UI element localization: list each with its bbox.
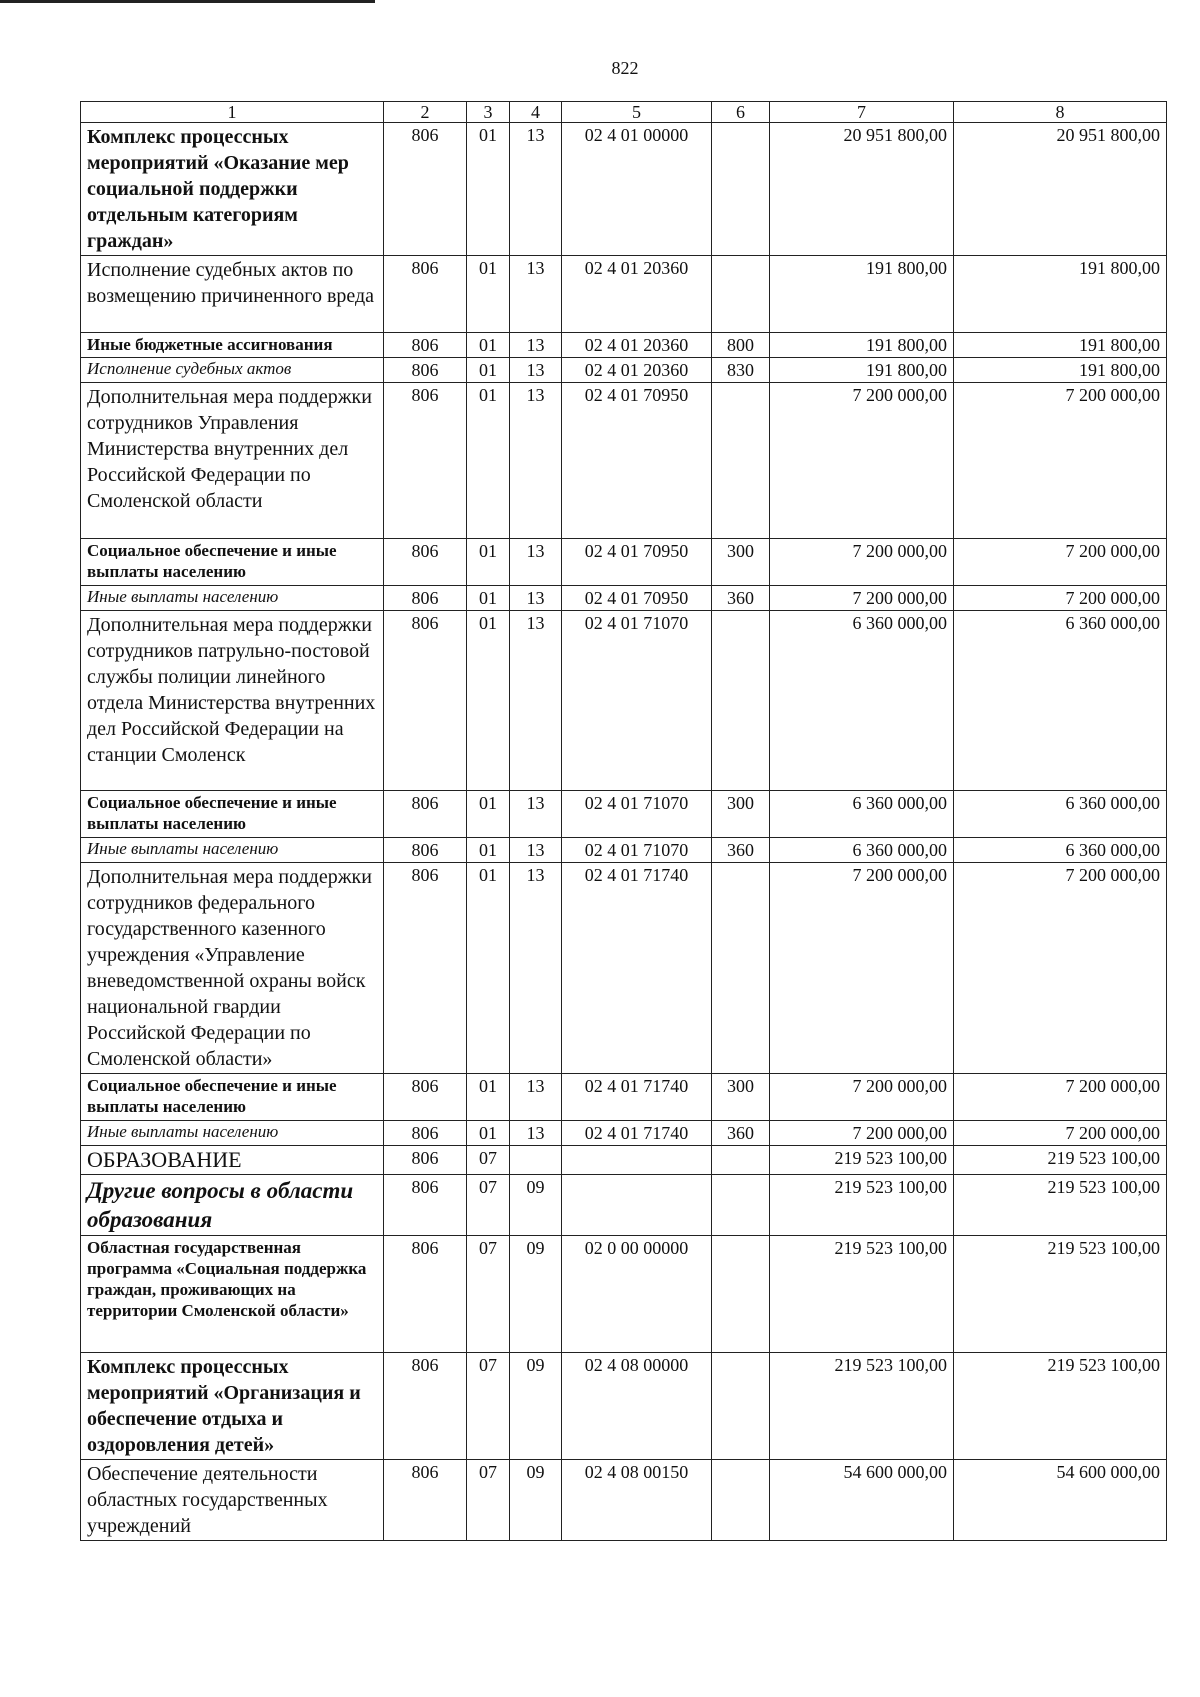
table-row <box>81 1175 1167 1236</box>
target-article-code: 02 4 01 70950 <box>562 586 712 611</box>
ved-code: 806 <box>384 1353 467 1460</box>
table-row <box>81 611 1167 791</box>
amount-col7: 7 200 000,00 <box>770 863 954 1074</box>
column-header: 2 <box>384 102 467 123</box>
section-code: 01 <box>467 1121 510 1146</box>
column-header: 8 <box>954 102 1167 123</box>
amount-col7: 191 800,00 <box>770 256 954 333</box>
subsection-code: 13 <box>510 358 562 383</box>
expense-type-code: 300 <box>712 1074 770 1121</box>
expense-type-code <box>712 1353 770 1460</box>
table-row <box>81 383 1167 539</box>
section-code: 07 <box>467 1146 510 1175</box>
target-article-code: 02 4 01 71740 <box>562 1121 712 1146</box>
section-code: 07 <box>467 1236 510 1353</box>
subsection-code: 13 <box>510 383 562 539</box>
column-header: 5 <box>562 102 712 123</box>
row-name: Исполнение судебных актов по возмещению причиненного вреда <box>81 256 384 333</box>
section-code: 01 <box>467 256 510 333</box>
amount-col8: 20 951 800,00 <box>954 123 1167 256</box>
table-row <box>81 863 1167 1074</box>
expense-type-code <box>712 863 770 1074</box>
table-row <box>81 791 1167 838</box>
section-code: 01 <box>467 333 510 358</box>
expense-type-code <box>712 383 770 539</box>
amount-col7: 219 523 100,00 <box>770 1146 954 1175</box>
expense-type-code: 800 <box>712 333 770 358</box>
section-code: 07 <box>467 1460 510 1541</box>
table-row <box>81 333 1167 358</box>
subsection-code: 09 <box>510 1175 562 1236</box>
table-row <box>81 1460 1167 1541</box>
budget-table <box>80 101 1167 1541</box>
subsection-code <box>510 1146 562 1175</box>
section-code: 01 <box>467 539 510 586</box>
amount-col7: 7 200 000,00 <box>770 539 954 586</box>
section-code: 01 <box>467 863 510 1074</box>
target-article-code: 02 4 01 71070 <box>562 611 712 791</box>
amount-col7: 219 523 100,00 <box>770 1353 954 1460</box>
row-name: Дополнительная мера поддержки сотрудников федерального государственного казенного учреждения «Управление вневедомственной охраны войск национальной гвардии Российской Федерации по Смоленской области» <box>81 863 384 1074</box>
subsection-code: 13 <box>510 1074 562 1121</box>
section-code: 01 <box>467 586 510 611</box>
section-code: 01 <box>467 383 510 539</box>
subsection-code: 13 <box>510 123 562 256</box>
row-name: Областная государственная программа «Социальная поддержка граждан, проживающих на территории Смоленской области» <box>81 1236 384 1353</box>
expense-type-code <box>712 1236 770 1353</box>
ved-code: 806 <box>384 256 467 333</box>
table-row <box>81 1353 1167 1460</box>
ved-code: 806 <box>384 611 467 791</box>
ved-code: 806 <box>384 863 467 1074</box>
row-name: Обеспечение деятельности областных государственных учреждений <box>81 1460 384 1541</box>
amount-col7: 191 800,00 <box>770 333 954 358</box>
target-article-code: 02 0 00 00000 <box>562 1236 712 1353</box>
target-article-code: 02 4 01 71740 <box>562 1074 712 1121</box>
row-name: Социальное обеспечение и иные выплаты населению <box>81 791 384 838</box>
expense-type-code <box>712 1175 770 1236</box>
table-row <box>81 838 1167 863</box>
subsection-code: 13 <box>510 863 562 1074</box>
subsection-code: 13 <box>510 838 562 863</box>
subsection-code: 13 <box>510 611 562 791</box>
row-name: Дополнительная мера поддержки сотрудников Управления Министерства внутренних дел Российской Федерации по Смоленской области <box>81 383 384 539</box>
amount-col7: 7 200 000,00 <box>770 1121 954 1146</box>
target-article-code: 02 4 01 70950 <box>562 383 712 539</box>
amount-col8: 219 523 100,00 <box>954 1353 1167 1460</box>
amount-col7: 6 360 000,00 <box>770 791 954 838</box>
amount-col8: 219 523 100,00 <box>954 1146 1167 1175</box>
row-name: Иные выплаты населению <box>81 1121 384 1146</box>
amount-col8: 7 200 000,00 <box>954 586 1167 611</box>
target-article-code <box>562 1175 712 1236</box>
subsection-code: 13 <box>510 1121 562 1146</box>
expense-type-code: 300 <box>712 539 770 586</box>
ved-code: 806 <box>384 1146 467 1175</box>
row-name: Другие вопросы в области образования <box>81 1175 384 1236</box>
row-name: Исполнение судебных актов <box>81 358 384 383</box>
ved-code: 806 <box>384 586 467 611</box>
column-header: 4 <box>510 102 562 123</box>
amount-col8: 6 360 000,00 <box>954 791 1167 838</box>
subsection-code: 13 <box>510 791 562 838</box>
amount-col8: 6 360 000,00 <box>954 838 1167 863</box>
target-article-code: 02 4 01 71070 <box>562 791 712 838</box>
ved-code: 806 <box>384 1460 467 1541</box>
subsection-code: 13 <box>510 586 562 611</box>
amount-col8: 7 200 000,00 <box>954 539 1167 586</box>
amount-col7: 219 523 100,00 <box>770 1175 954 1236</box>
target-article-code: 02 4 01 20360 <box>562 358 712 383</box>
row-name: Иные выплаты населению <box>81 586 384 611</box>
row-name: Дополнительная мера поддержки сотрудников патрульно-постовой службы полиции линейного отдела Министерства внутренних дел Российской Федерации на станции Смоленск <box>81 611 384 791</box>
row-name: Комплекс процессных мероприятий «Оказание мер социальной поддержки отдельным категориям граждан» <box>81 123 384 256</box>
ved-code: 806 <box>384 383 467 539</box>
table-row <box>81 1146 1167 1175</box>
amount-col8: 6 360 000,00 <box>954 611 1167 791</box>
expense-type-code: 360 <box>712 838 770 863</box>
target-article-code: 02 4 01 70950 <box>562 539 712 586</box>
section-code: 01 <box>467 791 510 838</box>
amount-col8: 7 200 000,00 <box>954 383 1167 539</box>
page-number: 822 <box>611 58 639 78</box>
target-article-code: 02 4 01 20360 <box>562 256 712 333</box>
table-row <box>81 1074 1167 1121</box>
row-name: Социальное обеспечение и иные выплаты населению <box>81 1074 384 1121</box>
amount-col8: 7 200 000,00 <box>954 1121 1167 1146</box>
expense-type-code: 360 <box>712 586 770 611</box>
column-header: 6 <box>712 102 770 123</box>
section-code: 07 <box>467 1175 510 1236</box>
table-header-row <box>81 102 1167 123</box>
expense-type-code: 300 <box>712 791 770 838</box>
amount-col8: 191 800,00 <box>954 333 1167 358</box>
expense-type-code: 830 <box>712 358 770 383</box>
amount-col8: 219 523 100,00 <box>954 1175 1167 1236</box>
row-name: Комплекс процессных мероприятий «Организация и обеспечение отдыха и оздоровления детей» <box>81 1353 384 1460</box>
amount-col7: 219 523 100,00 <box>770 1236 954 1353</box>
subsection-code: 09 <box>510 1353 562 1460</box>
row-name: Социальное обеспечение и иные выплаты населению <box>81 539 384 586</box>
amount-col7: 6 360 000,00 <box>770 838 954 863</box>
expense-type-code <box>712 1146 770 1175</box>
ved-code: 806 <box>384 539 467 586</box>
section-code: 01 <box>467 358 510 383</box>
ved-code: 806 <box>384 123 467 256</box>
subsection-code: 13 <box>510 539 562 586</box>
amount-col8: 191 800,00 <box>954 358 1167 383</box>
amount-col8: 54 600 000,00 <box>954 1460 1167 1541</box>
column-header: 1 <box>81 102 384 123</box>
amount-col7: 54 600 000,00 <box>770 1460 954 1541</box>
subsection-code: 09 <box>510 1460 562 1541</box>
amount-col8: 219 523 100,00 <box>954 1236 1167 1353</box>
top-rule <box>0 0 375 3</box>
ved-code: 806 <box>384 1121 467 1146</box>
expense-type-code: 360 <box>712 1121 770 1146</box>
ved-code: 806 <box>384 358 467 383</box>
section-code: 07 <box>467 1353 510 1460</box>
ved-code: 806 <box>384 1074 467 1121</box>
table-row <box>81 1121 1167 1146</box>
ved-code: 806 <box>384 791 467 838</box>
amount-col7: 6 360 000,00 <box>770 611 954 791</box>
table-row <box>81 539 1167 586</box>
subsection-code: 13 <box>510 256 562 333</box>
table-row <box>81 586 1167 611</box>
column-header: 7 <box>770 102 954 123</box>
amount-col7: 7 200 000,00 <box>770 1074 954 1121</box>
subsection-code: 13 <box>510 333 562 358</box>
target-article-code: 02 4 01 20360 <box>562 333 712 358</box>
table-row <box>81 358 1167 383</box>
target-article-code: 02 4 01 00000 <box>562 123 712 256</box>
expense-type-code <box>712 611 770 791</box>
row-name: Иные выплаты населению <box>81 838 384 863</box>
ved-code: 806 <box>384 333 467 358</box>
amount-col7: 191 800,00 <box>770 358 954 383</box>
table-row <box>81 123 1167 256</box>
table-row <box>81 1236 1167 1353</box>
amount-col8: 191 800,00 <box>954 256 1167 333</box>
section-code: 01 <box>467 1074 510 1121</box>
subsection-code: 09 <box>510 1236 562 1353</box>
column-header: 3 <box>467 102 510 123</box>
target-article-code: 02 4 08 00150 <box>562 1460 712 1541</box>
table-row <box>81 256 1167 333</box>
expense-type-code <box>712 1460 770 1541</box>
row-name: Иные бюджетные ассигнования <box>81 333 384 358</box>
section-code: 01 <box>467 838 510 863</box>
ved-code: 806 <box>384 838 467 863</box>
amount-col7: 7 200 000,00 <box>770 586 954 611</box>
expense-type-code <box>712 256 770 333</box>
section-code: 01 <box>467 611 510 791</box>
target-article-code <box>562 1146 712 1175</box>
amount-col7: 20 951 800,00 <box>770 123 954 256</box>
section-code: 01 <box>467 123 510 256</box>
target-article-code: 02 4 01 71070 <box>562 838 712 863</box>
ved-code: 806 <box>384 1175 467 1236</box>
row-name: ОБРАЗОВАНИЕ <box>81 1146 384 1175</box>
ved-code: 806 <box>384 1236 467 1353</box>
target-article-code: 02 4 08 00000 <box>562 1353 712 1460</box>
amount-col8: 7 200 000,00 <box>954 1074 1167 1121</box>
amount-col7: 7 200 000,00 <box>770 383 954 539</box>
amount-col8: 7 200 000,00 <box>954 863 1167 1074</box>
target-article-code: 02 4 01 71740 <box>562 863 712 1074</box>
expense-type-code <box>712 123 770 256</box>
